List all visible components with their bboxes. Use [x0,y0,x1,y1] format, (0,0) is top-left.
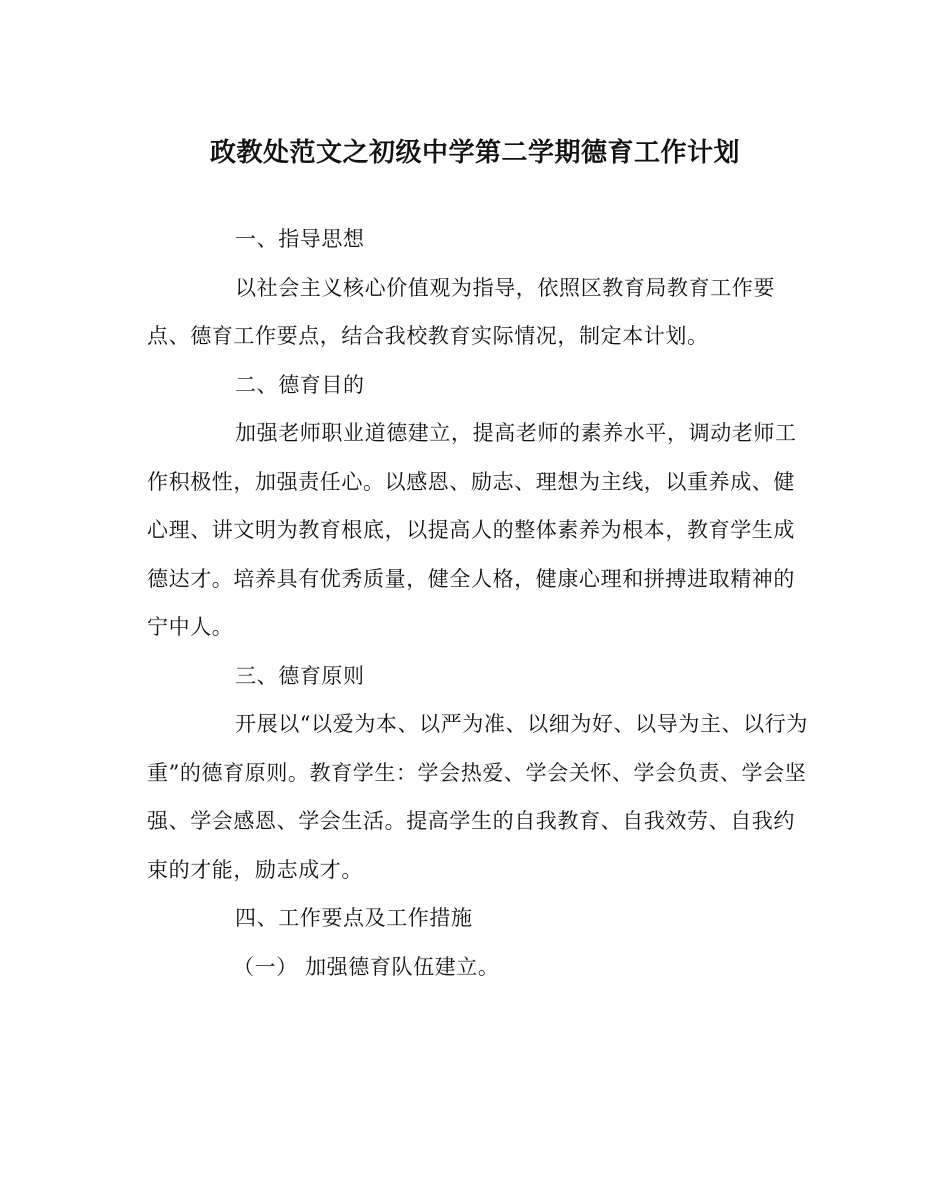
section-heading-4: 四、工作要点及工作措施 [235,906,473,930]
document-body [147,215,815,991]
section-paragraph-2: 加强老师职业道德建立，提高老师的素养水平，调动老师工作积极性，加强责任心。以感恩、励志、理想为主线，以重养成、健心理、讲文明为教育根底，以提高人的整体素养为根本，教育学生成德达才。培养具有优秀质量，健全人格，健康心理和拼搏进取精神的宁中人。 [147,421,797,639]
section-heading-2: 二、德育目的 [235,372,365,397]
section-heading-3: 三、德育原则 [235,663,365,688]
document-title: 政教处范文之初级中学第二学期德育工作计划 [209,138,740,168]
section-subheading-4-1: （一） 加强德育队伍建立。 [233,954,500,979]
section-heading-1: 一、指导思想 [235,227,365,251]
section-paragraph-1: 以社会主义核心价值观为指导，依照区教育局教育工作要点、德育工作要点，结合我校教育实际情况，制定本计划。 [147,275,775,348]
section-paragraph-3: 开展以“以爱为本、以严为准、以细为好、以导为主、以行为重”的德育原则。教育学生：学会热爱、学会关怀、学会负责、学会坚强、学会感恩、学会生活。提高学生的自我教育、自我效劳、自我约束的才能，励志成才。 [147,712,808,882]
